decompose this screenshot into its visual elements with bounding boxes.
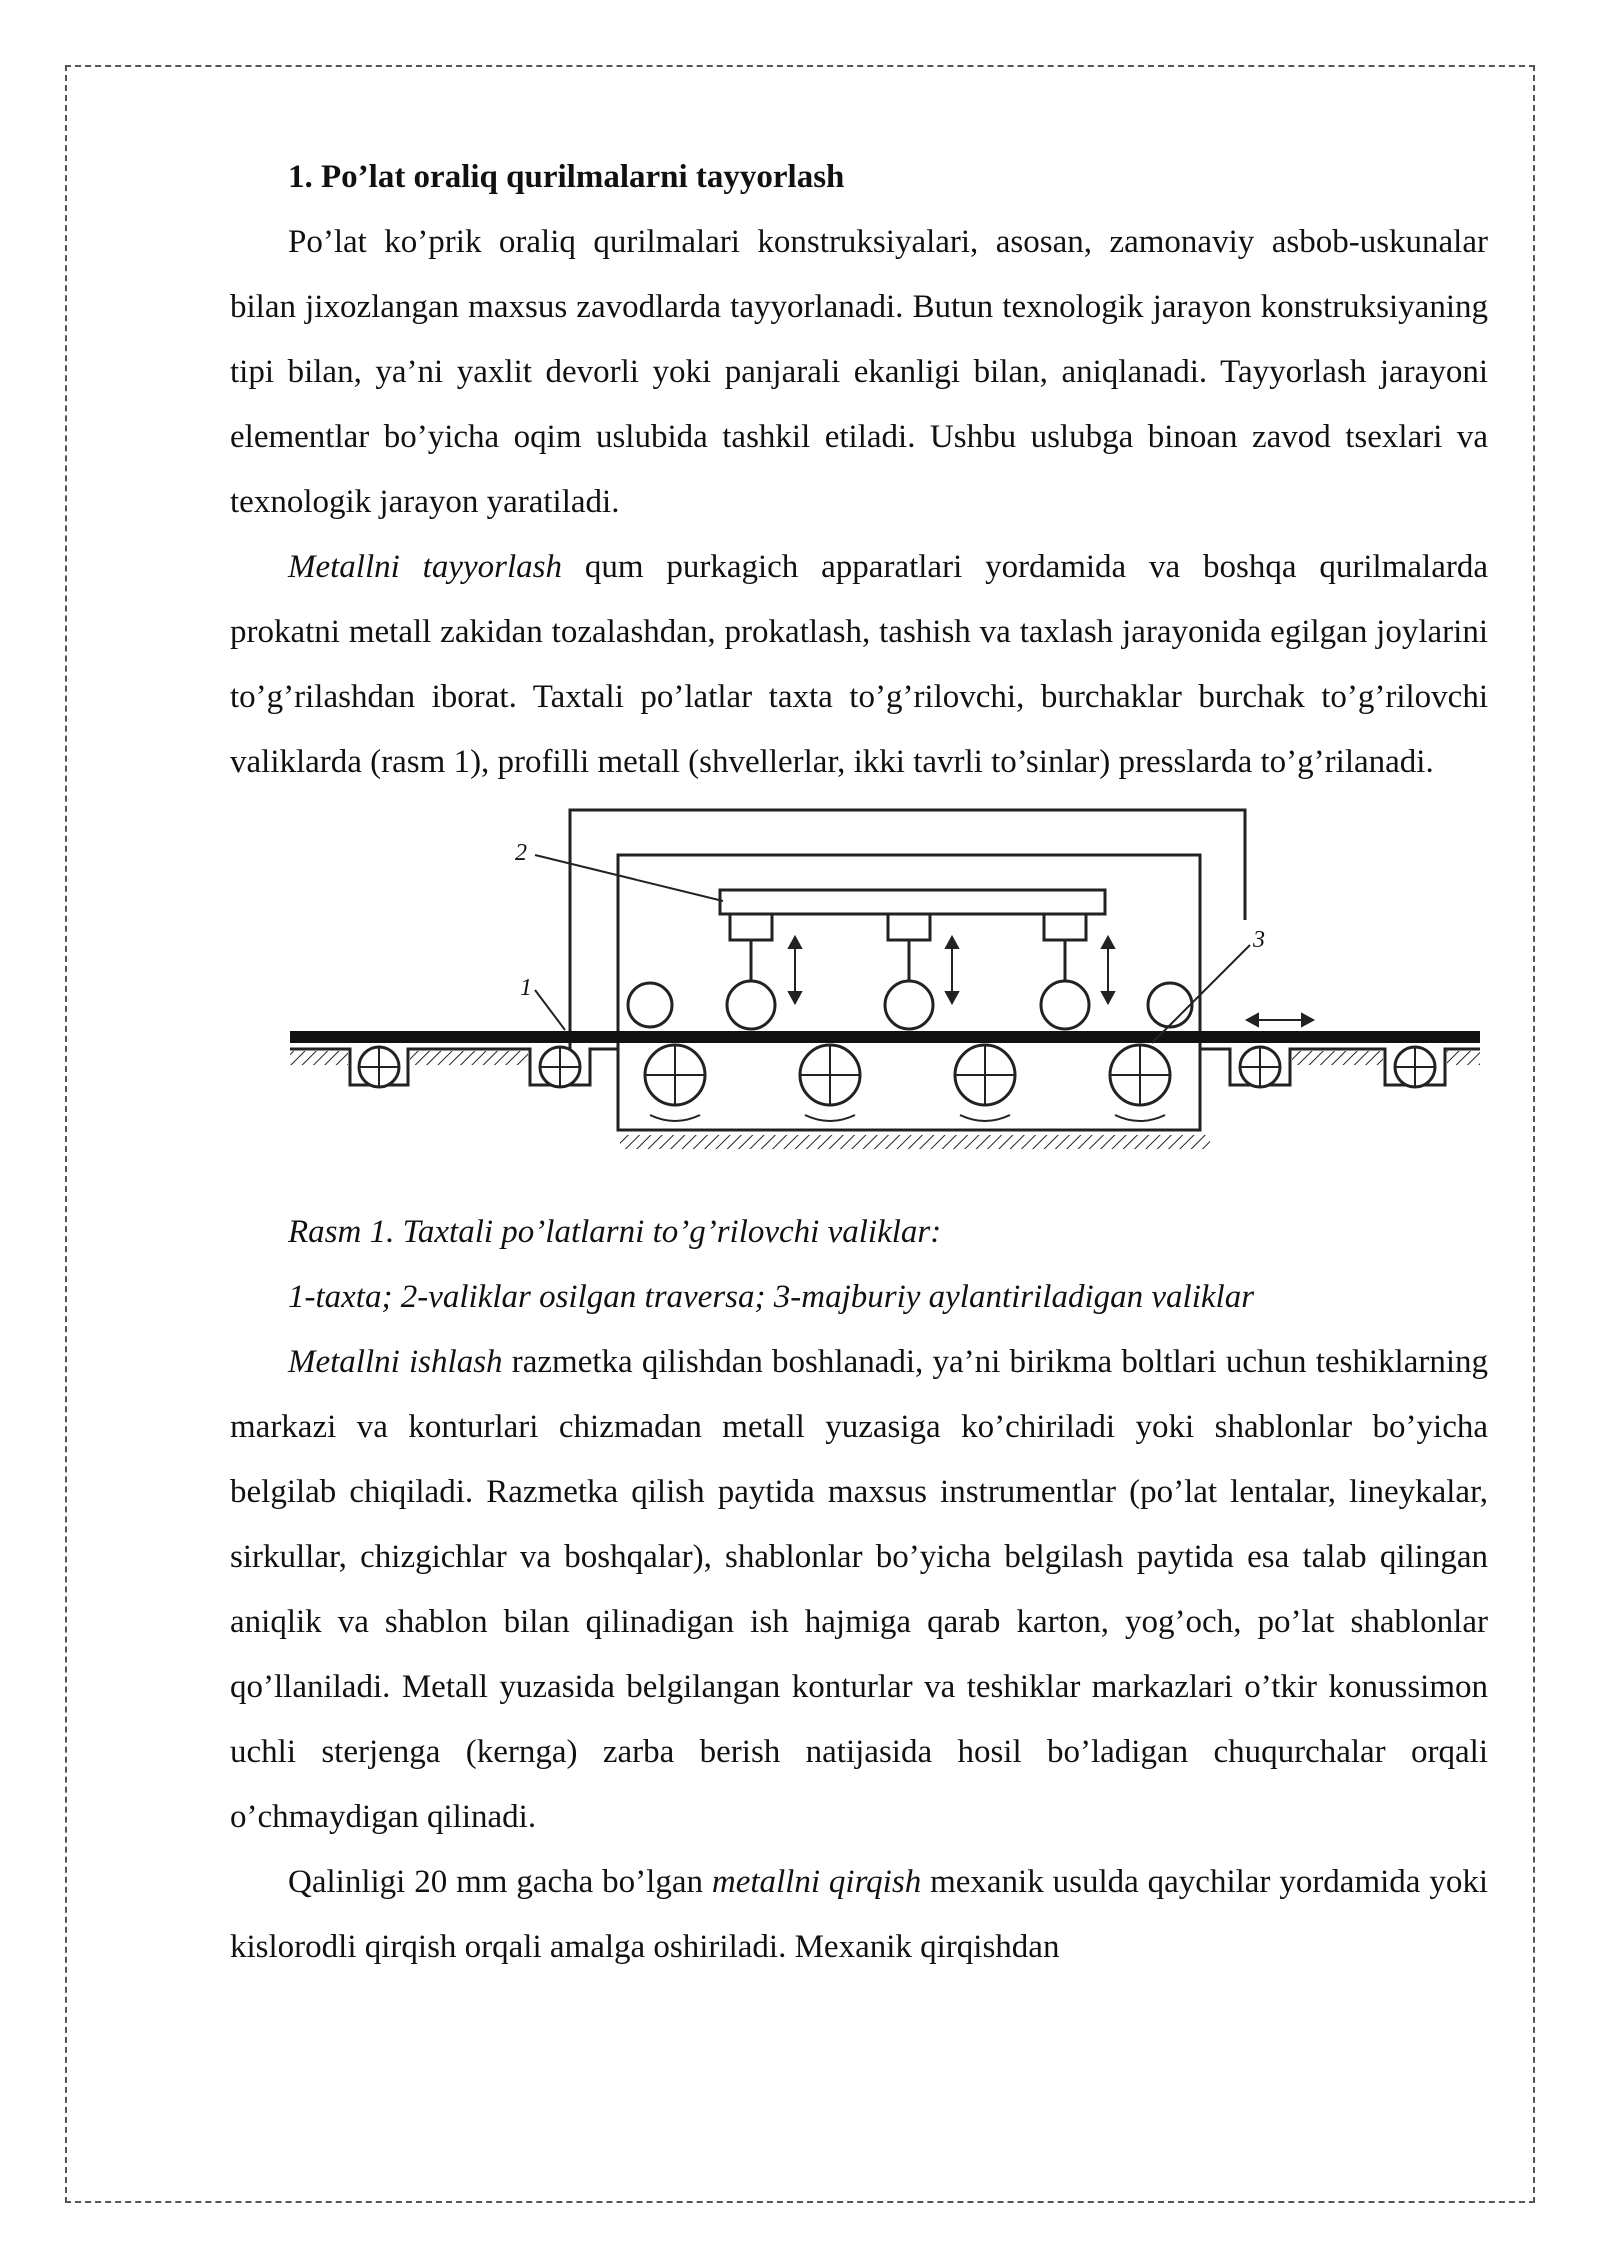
figure-caption-title: Rasm 1. Taxtali po’latlarni to’g’rilovchi valiklar: <box>288 1214 942 1250</box>
traverse-beam <box>720 890 1105 914</box>
upper-roller-hangers <box>730 914 1086 980</box>
label-1: 1 <box>520 975 532 1001</box>
paragraph-intro: Po’lat ko’prik oraliq qurilmalari konstruksiyalari, asosan, zamonaviy asbob-uskunalar bilan jixozlangan maxsus zavodlarda tayyorlanadi. Butun texnologik jarayon konstruksiyaning tipi bilan, ya’ni yaxlit devorli yoki panjarali ekanligi bilan, aniqlanadi. Tayyorlash jarayoni elementlar bo’yicha oqim uslubida tashkil etiladi. Ushbu uslubga binoan zavod tsexlari va texnologik jarayon yaratiladi. <box>230 224 1488 520</box>
paragraph-metal-cutting <box>230 1850 1488 1980</box>
lower-rollers <box>645 1045 1170 1105</box>
steel-plate <box>290 1031 1480 1043</box>
paragraph-metal-cutting-text: mexanik usulda qaychilar yordamida yoki kislorodli qirqish orqali amalga oshiriladi. Mexanik qirqishdan <box>230 1864 1488 1965</box>
label-2: 2 <box>515 840 527 866</box>
paragraph-metal-preparation <box>230 535 1488 795</box>
horizontal-arrow <box>1247 1014 1313 1026</box>
term-metal-cutting: metallni qirqish <box>711 1864 922 1900</box>
section-heading: 1. Po’lat oraliq qurilmalarni tayyorlash <box>288 159 845 195</box>
term-metal-working: Metallni ishlash <box>288 1344 503 1380</box>
foundation-hatch <box>620 1135 1210 1149</box>
leader-line-2 <box>535 855 723 901</box>
paragraph-metal-working <box>230 1330 1488 1850</box>
roller-machine-diagram <box>290 805 1480 1165</box>
term-metal-preparation: Metallni tayyorlash <box>288 549 562 585</box>
paragraph-metal-cutting-start: Qalinligi 20 mm gacha bo’lgan <box>288 1864 712 1900</box>
document-content <box>230 145 1488 1980</box>
rotation-arrows <box>650 1115 1165 1121</box>
figure-caption-legend: 1-taxta; 2-valiklar osilgan traversa; 3-majburiy aylantiriladigan valiklar <box>288 1279 1255 1315</box>
paragraph-metal-working-text: razmetka qilishdan boshlanadi, ya’ni birikma boltlari uchun teshiklarning markazi va konturlari chizmadan metall yuzasiga ko’chiriladi yoki shablonlar bo’yicha belgilab chiqiladi. Razmetka qilish paytida maxsus instrumentlar (po’lat lentalar, lineykalar, sirkullar, chizgichlar va boshqalar), shablonlar bo’yicha belgilash paytida esa talab qilingan aniqlik va shablon bilan qilinadigan ish hajmiga qarab karton, yog’och, po’lat shablonlar qo’llaniladi. Metall yuzasida belgilangan konturlar va teshiklar markazlari o’tkir konussimon uchli sterjenga (kernga) zarba berish natijasida hosil bo’ladigan chuqurchalar orqali o’chmaydigan qilinadi. <box>230 1344 1488 1835</box>
paragraph-metal-preparation-text: qum purkagich apparatlari yordamida va boshqa qurilmalarda prokatni metall zakidan tozalashdan, prokatlash, tashish va taxlash jarayonida egilgan joylarini to’g’rilashdan iborat. Taxtali po’latlar taxta to’g’rilovchi, burchaklar burchak to’g’rilovchi valiklarda (rasm 1), profilli metall (shvellerlar, ikki tavrli to’sinlar) presslarda to’g’rilanadi. <box>230 549 1488 780</box>
figure-straightening-rollers <box>230 805 1488 1200</box>
leader-line-1 <box>535 990 565 1030</box>
label-3: 3 <box>1253 927 1265 953</box>
